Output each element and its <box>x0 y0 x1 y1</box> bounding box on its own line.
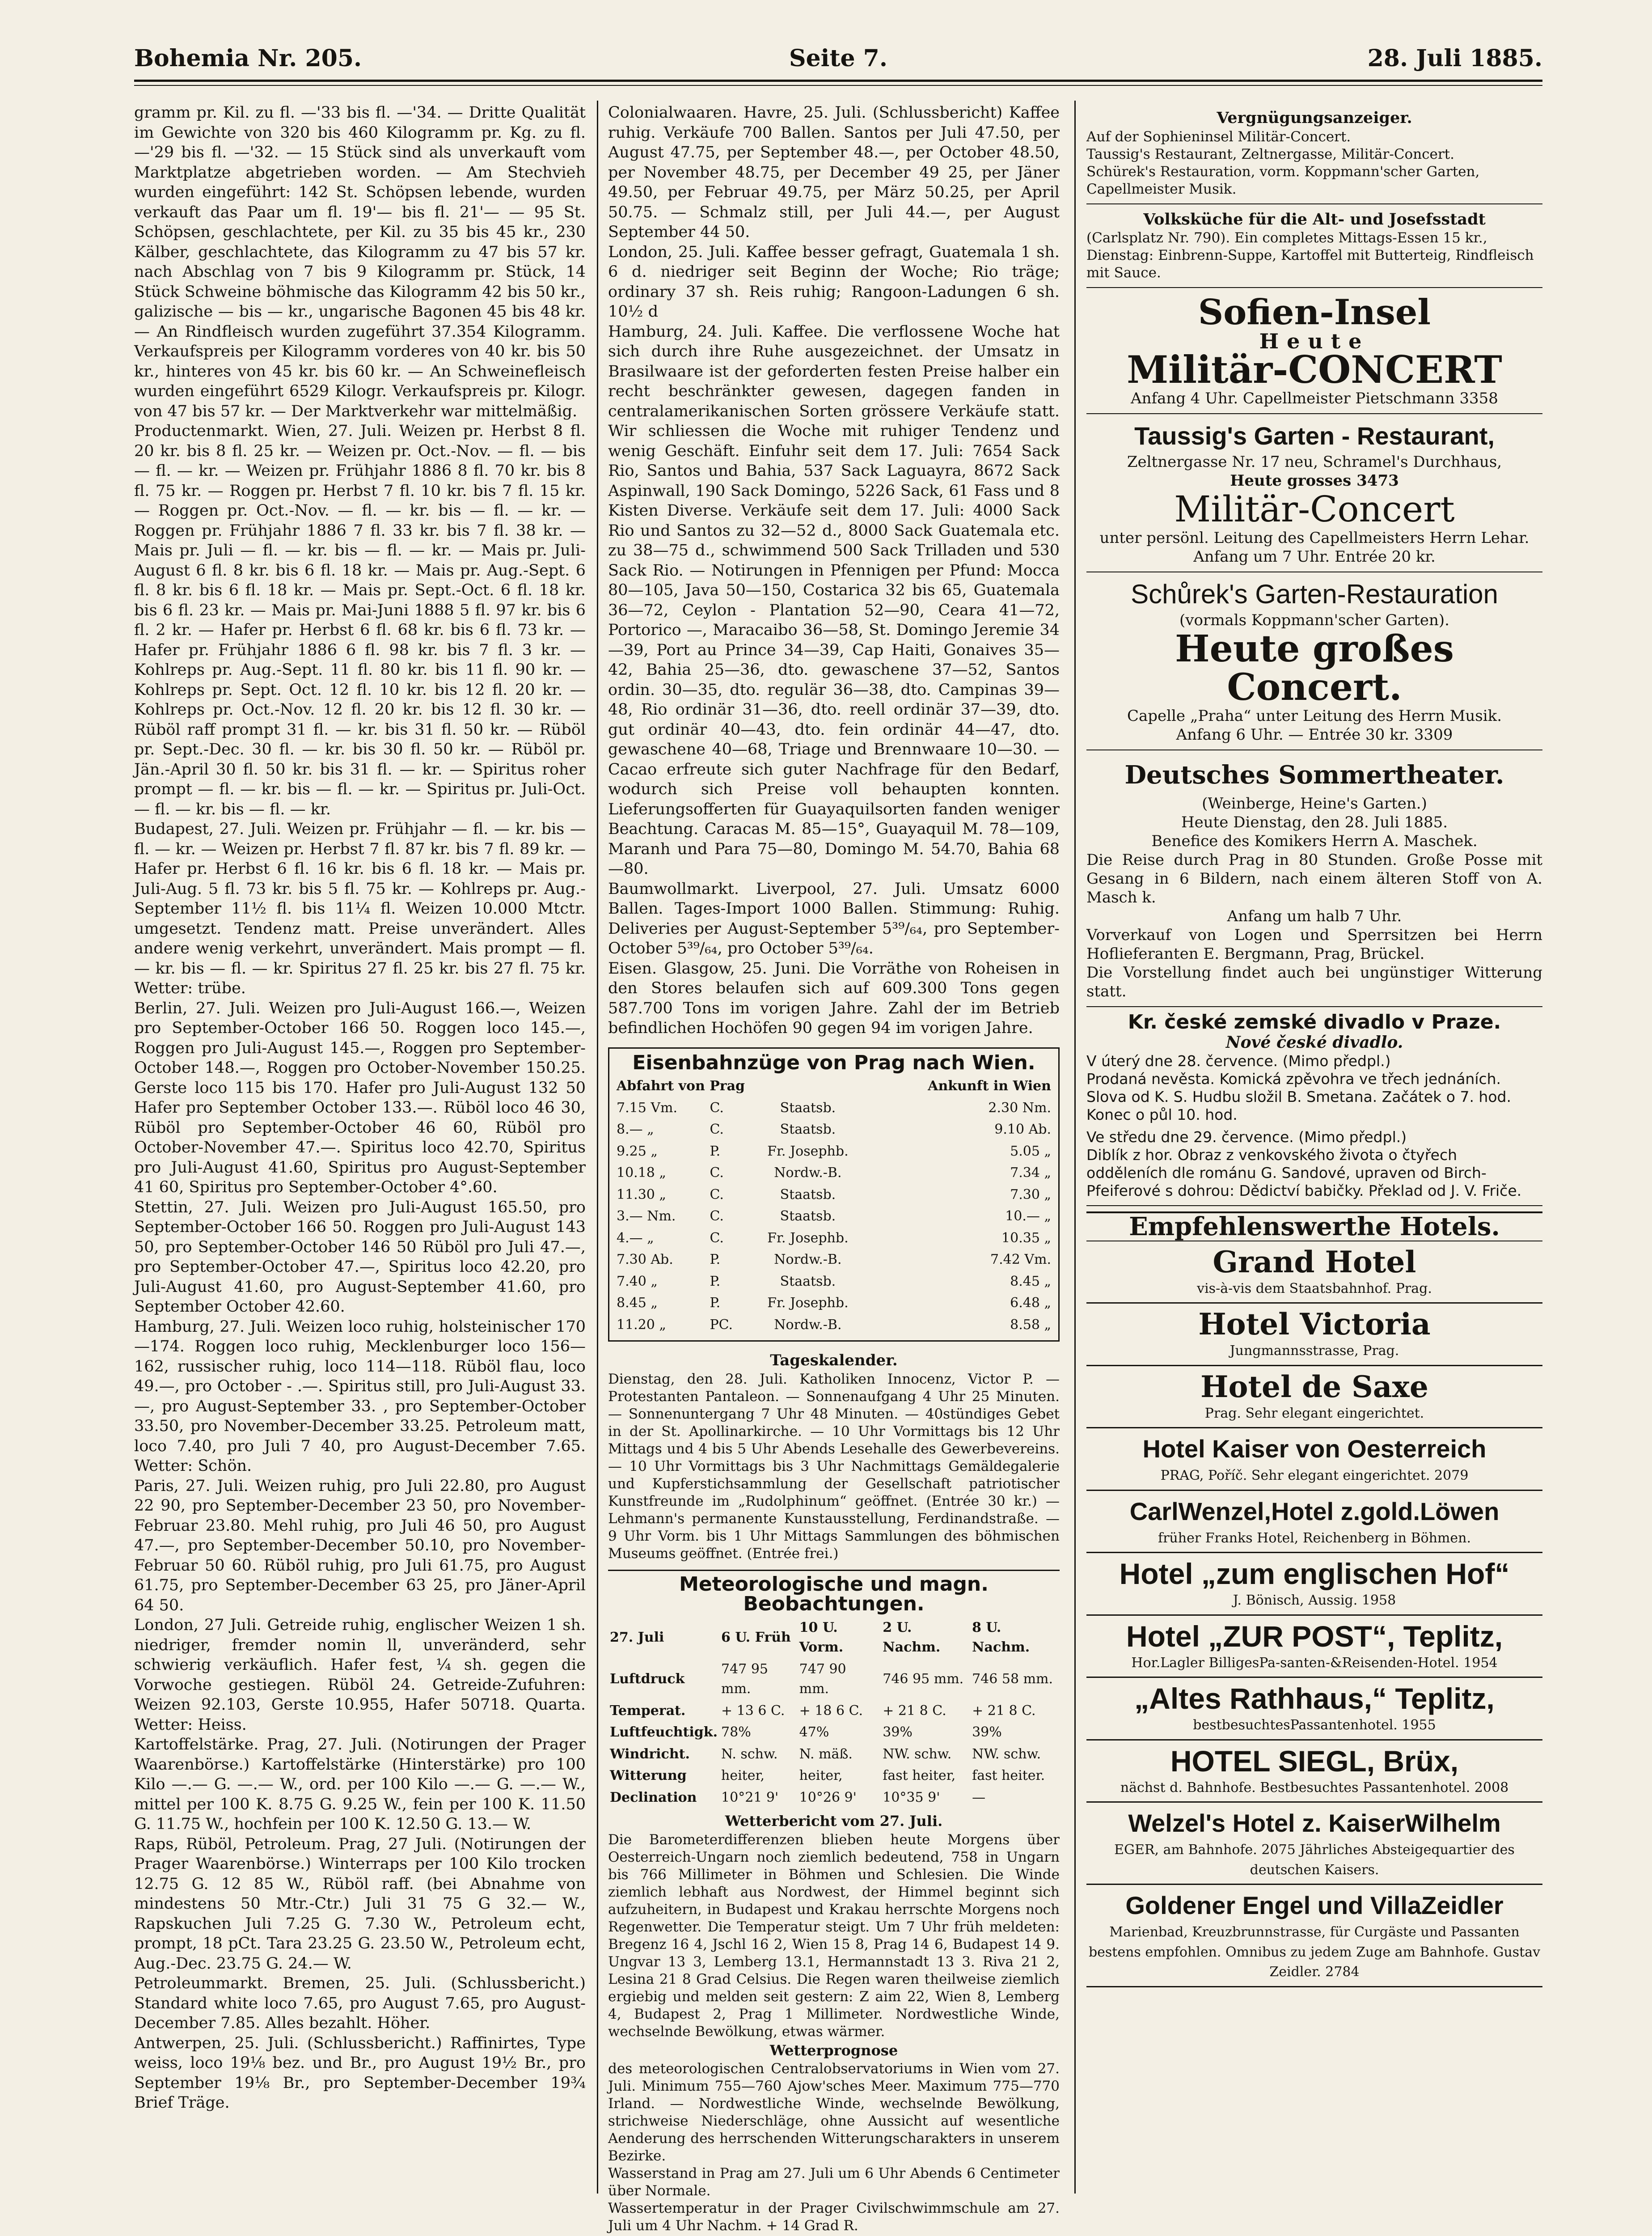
article-starch: Kartoffelstärke. Prag, 27. Juli. (Notirungen der Prager Waarenbörse.) Kartoffelstärke (Hinterstärke) pro 100 Kilo —.— G. —.— W., ord. per 100 Kilo —.— G. —.— W., mittel per 100 K. 8.75 G. 9.25 W., fein per 100 K. 11.50 G. 11.75 W., hochfein per 100 K. 12.50 G. 13.— W. <box>134 1736 586 1833</box>
ad-theatre-start: Anfang um halb 7 Uhr. <box>1227 907 1402 925</box>
railway-cell-station: Fr. Josephb. <box>767 1295 849 1311</box>
railway-cell-station: Nordw.-B. <box>774 1252 842 1267</box>
column-divider-2 <box>1074 101 1076 2194</box>
article-petroleum-bremen: Petroleummarkt. Bremen, 25. Juli. (Schlussbericht.) Standard white loco 7.65, pro August 7.65, pro August-December 7.85. Alles bezahlt. Höher. <box>134 1974 586 2032</box>
ad-taussig-leader: unter persönl. Leitung des Capellmeisters Herrn Lehar. <box>1099 529 1529 547</box>
meteo-header-cell: 27. Juli <box>610 1629 664 1645</box>
article-havre: Colonialwaaren. Havre, 25. Juli. (Schlussbericht) Kaffee ruhig. Verkäufe 700 Ballen. Santos per Juli 47.50, per August 47.75, per September 48.—, per October 48.50, per November 48.75, per December 49 25, per Jäner 49.50, per Februar 49.75, per März 50.25, per April 50.75. — Schmalz still, per Juli 44.—, per August September 44 50. <box>608 104 1060 241</box>
railway-row <box>615 1228 1053 1249</box>
article-berlin: Berlin, 27. Juli. Weizen pro Juli-August 166.—, Weizen pro September-October 166 50. Roggen loco 145.—, Roggen pro Juli-August 145.—, Roggen pro September-October 148.—, Roggen pro October-November 150.25. Gerste loco 115 bis 170. Hafer pro Juli-August 132 50 Hafer pro September October 133.—. Rüböl loco 46 30, Rüböl pro September-October 46 60, Rüböl pro October-November 47.—. Spiritus loco 42.70, Spiritus pro Juli-August 41.60, Spiritus pro August-September 41 60, Spiritus pro September-October 4°.60. <box>134 999 586 1196</box>
railway-cell-arr: 8.58 „ <box>1010 1317 1051 1333</box>
meteo-cell: + 21 8 C. <box>883 1702 946 1719</box>
meteo-header-cell: 2 U. Nachm. <box>883 1619 941 1655</box>
meteo-cell: NW. schw. <box>972 1746 1041 1762</box>
ad-schurek-concert: Heute großes Concert. <box>1175 627 1454 709</box>
meteo-cell: heiter, <box>721 1768 765 1783</box>
meteo-row-label: Luftfeuchtigk. <box>610 1724 718 1740</box>
hotel-ad <box>1086 1241 1542 1304</box>
meteo-cell: + 18 6 C. <box>799 1702 863 1719</box>
hotels-list <box>1086 1241 1542 1987</box>
meteo-cell: 746 58 mm. <box>972 1671 1053 1687</box>
header-date: 28. Juli 1885. <box>1367 45 1542 72</box>
hotel-subtitle: bestbesuchtesPassantenhotel. 1955 <box>1193 1717 1436 1733</box>
weather-report-title: Wetterbericht vom 27. Juli. <box>725 1813 943 1829</box>
meteo-cell: 747 95 mm. <box>721 1661 768 1697</box>
ad-schurek-band: Capelle „Praha“ unter Leitung des Herrn Musik. <box>1127 707 1502 725</box>
ad-schurek-title: Schůrek's Garten-Restauration <box>1131 579 1498 609</box>
railway-cell-cls: P. <box>710 1273 721 1289</box>
meteo-row <box>608 1700 1060 1722</box>
ad-taussig-title: Taussig's Garten - Restaurant, <box>1134 422 1495 450</box>
water-temperature: Wassertemperatur in der Prager Civilschwimmschule am 27. Juli um 4 Uhr Nachm. + 14 Grad R. <box>608 2200 1060 2234</box>
railway-timetable <box>608 1047 1060 1342</box>
article-london-coffee: London, 25. Juli. Kaffee besser gefragt, Guatemala 1 sh. 6 d. niedriger seit Beginn der Woche; Rio träge; ordinary 37 sh. Reis ruhig; Rangoon-Ladungen 6 sh. 10½ d <box>608 243 1060 321</box>
railway-cell-cls: C. <box>710 1208 724 1224</box>
railway-cell-arr: 9.10 Ab. <box>994 1122 1051 1137</box>
railway-cell-dep: 8.45 „ <box>617 1295 658 1311</box>
railway-cell-station: Nordw.-B. <box>774 1317 842 1333</box>
railway-cell-arr: 7.42 Vm. <box>990 1252 1051 1267</box>
ad-theatre-weather: Die Vorstellung findet auch bei ungünstiger Witterung statt. <box>1086 964 1542 1000</box>
header-rule <box>134 80 1542 82</box>
hotel-ad <box>1086 1616 1542 1678</box>
meteo-table <box>608 1617 1060 1809</box>
ad-summer-theatre <box>1086 750 1542 1007</box>
railway-row <box>615 1141 1053 1163</box>
railway-row <box>615 1119 1053 1141</box>
article-london: London, 27 Juli. Getreide ruhig, englischer Weizen 1 sh. niedriger, fremder nomin ll, unveränderd, sehr schwierig verkäuflich. Hafer fest, ¼ sh. gegen die Vorwoche gestiegen. Rüböl 24. Getreide-Zufuhren: Weizen 92.103, Gerste 10.955, Hafer 50718. Quarta. Wetter: Heiss. <box>134 1616 586 1734</box>
railway-row <box>615 1314 1053 1336</box>
ad-sofien-details: Anfang 4 Uhr. Capellmeister Pietschmann 3358 <box>1131 390 1498 407</box>
railway-cell-arr: 5.05 „ <box>1010 1143 1051 1159</box>
hotel-ad <box>1086 1741 1542 1803</box>
railway-title: Eisenbahnzüge von Prag nach Wien. <box>632 1051 1035 1074</box>
railway-cell-cls: P. <box>710 1143 721 1159</box>
ad-czech-title: Kr. české zemské divadlo v Praze. <box>1128 1011 1501 1033</box>
ad-czech-line-4: Diblík z hor. Obraz z venkovského života o čtyřech odděleních dle románu G. Sandové, upraven od Birch-Pfeiferové s dohrou: Dědictví babičky. Překlad od J. V. Friče. <box>1086 1146 1522 1199</box>
railway-col-arrive: Ankunft in Wien <box>928 1078 1051 1094</box>
ad-theatre-presale: Vorverkauf von Logen und Sperrsitzen bei Herrn Hoflieferanten E. Bergmann, Prag, Brückel. <box>1086 926 1542 963</box>
meteo-cell: 10°26 9' <box>799 1789 857 1805</box>
railway-cell-dep: 7.30 Ab. <box>617 1252 673 1267</box>
hotel-ad <box>1086 1678 1542 1741</box>
ad-schurek <box>1086 572 1542 750</box>
meteo-row <box>608 1787 1060 1809</box>
meteo-section <box>608 1570 1060 2235</box>
railway-cell-arr: 10.35 „ <box>1001 1230 1051 1246</box>
hotel-name: Welzel's Hotel z. KaiserWilhelm <box>1128 1809 1501 1837</box>
railway-row <box>615 1162 1053 1184</box>
calendar-text: Dienstag, den 28. Juli. Katholiken Innocenz, Victor P. — Protestanten Pantaleon. — Sonnenaufgang 4 Uhr 25 Minuten. — Sonnenuntergang 7 Uhr 48 Minuten. — 40stündiges Gebet in der St. Apollinarkirche. — 10 Uhr Vormittags bis 12 Uhr Mittags und 4 bis 5 Uhr Abends Lesehalle des Gewerbevereins. — 10 Uhr Vormittags bis 3 Uhr Nachmittags Gemäldegalerie und Kupferstichsammlung der Gesellschaft patriotischer Kunstfreunde im „Rudolphinum“ geöffnet. (Entrée 30 kr.) — Lehmann's permanente Kunstausstellung, Ferdinandstraße. — 9 Uhr Vorm. bis 1 Uhr Mittags Sammlungen des böhmischen Museums geöffnet. (Entrée frei.) <box>608 1371 1060 1562</box>
hotel-subtitle: PRAG, Poříč. Sehr elegant eingerichtet. 2079 <box>1160 1468 1469 1483</box>
hotel-name: Grand Hotel <box>1213 1244 1416 1279</box>
railway-cell-station: Fr. Josephb. <box>767 1230 849 1246</box>
soup-kitchen-title: Volksküche für die Alt- und Josefsstadt <box>1143 210 1486 229</box>
meteo-row-label: Witterung <box>610 1768 687 1783</box>
hotel-name: CarlWenzel,Hotel z.gold.Löwen <box>1129 1497 1500 1525</box>
meteo-cell: fast heiter. <box>972 1768 1045 1783</box>
soup-kitchen-notice <box>1086 204 1542 288</box>
ad-czech-line-2: Prodaná nevěsta. Komická zpěvohra ve třech jednáních. Slova od K. S. Hudbu složil B. Smetana. Začátek o 7. hod. Konec o půl 10. hod. <box>1086 1070 1511 1123</box>
hotel-name: Goldener Engel und VillaZeidler <box>1125 1891 1504 1919</box>
railway-cell-station: Staatsb. <box>780 1122 836 1137</box>
railway-cell-station: Fr. Josephb. <box>767 1143 849 1159</box>
hotel-subtitle: früher Franks Hotel, Reichenberg in Böhmen. <box>1158 1530 1471 1546</box>
ad-theatre-date: Heute Dienstag, den 28. Juli 1885. <box>1181 813 1448 831</box>
meteo-header-cell: 10 U. Vorm. <box>799 1619 844 1655</box>
railway-cell-arr: 8.45 „ <box>1010 1273 1051 1289</box>
forecast-title: Wetterprognose <box>769 2041 898 2059</box>
entertainment-listing <box>1086 103 1542 204</box>
ad-taussig-start: Anfang um 7 Uhr. Entrée 20 kr. <box>1193 548 1436 566</box>
meteo-row <box>608 1744 1060 1766</box>
hotel-subtitle: J. Bönisch, Aussig. 1958 <box>1233 1592 1396 1608</box>
ad-theatre-benefit: Benefice des Komikers Herrn A. Maschek. <box>1151 832 1478 850</box>
article-rapeseed: Raps, Rüböl, Petroleum. Prag, 27 Juli. (Notirungen der Prager Waarenbörse.) Winterraps per 100 Kilo trocken 12.75 G. 12 85 W., Rüböl raff. (bei Abnahme von mindestens 50 Mtr.-Ctr.) Juli 31 75 G 32.— W., Rapskuchen Juli 7.25 G. 7.30 W., Petroleum echt, prompt, 18 pCt. Tara 23.25 G. 23.50 W., Petroleum echt, Aug.-Dec. 23.75 G. 24.— W. <box>134 1835 586 1973</box>
railway-cell-dep: 4.— „ <box>617 1230 654 1246</box>
article-budapest: Budapest, 27. Juli. Weizen pr. Frühjahr — fl. — kr. bis — fl. — kr. — Weizen pr. Herbst 7 fl. 87 kr. bis 7 fl. 89 kr. — Hafer pr. Herbst 6 fl. 16 kr. bis 6 fl. 18 kr. — Mais pr. Juli-Aug. 5 fl. 73 kr. bis 5 fl. 75 kr. — Kohlreps pr. Aug.-September 11½ fl. bis 11¼ fl. Weizen 10.000 Mtctr. umgesetzt. Tendenz matt. Preise unverändert. Alles andere wenig verkehrt, unverändert. Mais prompt — fl. — kr. bis — fl. — kr. Spiritus 27 fl. 25 kr. bis 27 fl. 75 kr. Wetter: trübe. <box>134 820 586 997</box>
ad-czech-sub: Nové české divadlo. <box>1225 1033 1403 1052</box>
hotel-subtitle: Jungmannsstrasse, Prag. <box>1229 1343 1399 1359</box>
entertainment-line-1: Auf der Sophieninsel Militär-Concert. <box>1086 128 1351 145</box>
meteo-cell: + 21 8 C. <box>972 1702 1036 1719</box>
railway-cell-dep: 3.— Nm. <box>617 1208 676 1224</box>
ad-sofien-insel <box>1086 288 1542 414</box>
hotel-ad <box>1086 1553 1542 1616</box>
meteo-row-label: Luftdruck <box>610 1671 685 1687</box>
ad-taussig <box>1086 414 1542 572</box>
railway-col-depart: Abfahrt von Prag <box>617 1078 745 1094</box>
meteo-row-label: Declination <box>610 1789 697 1805</box>
article-cotton: Baumwollmarkt. Liverpool, 27. Juli. Umsatz 6000 Ballen. Tages-Import 1000 Ballen. Stimmung: Ruhig. Deliveries per August-September 5³⁹/₆₄, pro September-October 5³⁹/₆₄, pro October 5³⁹/₆₄. <box>608 880 1060 957</box>
article-vienna-produce: Productenmarkt. Wien, 27. Juli. Weizen pr. Herbst 8 fl. 20 kr. bis 8 fl. 25 kr. — Weizen pr. Oct.-Nov. — fl. — bis — fl. — kr. — Weizen pr. Frühjahr 1886 8 fl. 70 kr. bis 8 fl. 75 kr. — Roggen pr. Herbst 7 fl. 10 kr. bis 7 fl. 15 kr. — Roggen pr. Oct.-Nov. — fl. — kr. bis — fl. — kr. — Roggen pr. Frühjahr 1886 7 fl. 33 kr. bis 7 fl. 38 kr. — Mais pr. Juli — fl. — kr. bis — fl. — kr. — Mais pr. Juli-August 6 fl. 8 kr. bis 6 fl. 18 kr. — Mais pr. Aug.-Sept. 6 fl. 8 kr. bis 6 fl. 18 kr. — Mais pr. Sept.-Oct. 6 fl. 18 kr. bis 6 fl. 23 kr. — Mais pr. Mai-Juni 1888 5 fl. 97 kr. bis 6 fl. 2 kr. — Hafer pr. Herbst 6 fl. 68 kr. bis 6 fl. 73 kr. — Hafer pr. Frühjahr 1886 6 fl. 98 kr. bis 7 fl. 3 kr. — Kohlreps pr. Aug.-Sept. 11 fl. 80 kr. bis 11 fl. 90 kr. — Kohlreps pr. Sept. Oct. 12 fl. 10 kr. bis 12 fl. 20 kr. — Kohlreps pr. Oct.-Nov. 12 fl. 20 kr. bis 12 fl. 30 kr. — Rüböl raff prompt 31 fl. — kr. bis 31 fl. 50 kr. — Rüböl pr. Sept.-Dec. 30 fl. — kr. bis 30 fl. 50 kr. — Rüböl pr. Jän.-April 30 fl. 50 kr. bis 31 fl. — kr. — Spiritus roher prompt — fl. — kr. bis — fl. — kr. — Spiritus pr. Juli-Oct. — fl. — kr. bis — fl. — kr. <box>134 422 586 818</box>
meteo-row <box>608 1765 1060 1787</box>
railway-cell-dep: 7.40 „ <box>617 1273 658 1289</box>
column-colonial-weather <box>608 103 1060 2234</box>
ad-czech-theatre <box>1086 1007 1542 1206</box>
calendar-title: Tageskalender. <box>770 1351 898 1369</box>
article-iron: Eisen. Glasgow, 25. Juni. Die Vorräthe von Roheisen in den Stores belaufen sich auf 609.300 Tons gegen 587.700 Tons im vorigen Jahre. Zahl der im Betrieb befindlichen Hochöfen 90 gegen 94 im vorigen Jahre. <box>608 959 1060 1037</box>
page-header <box>134 45 1542 80</box>
railway-cell-arr: 7.30 „ <box>1010 1186 1051 1203</box>
article-stettin: Stettin, 27. Juli. Weizen pro Juli-August 165.50, pro September-October 166 50. Roggen pro Juli-August 143 50, pro September-October 146 50 Rüböl pro Juli 47.—, pro September-October 47.—, Spiritus loco 42.20, pro Juli-August 41.60, pro August-September 41.60, pro September October 42.60. <box>134 1198 586 1316</box>
column-markets <box>134 103 586 2187</box>
hotel-subtitle: Hor.Lagler BilligesPa-santen-&Reisenden-Hotel. 1954 <box>1131 1655 1498 1671</box>
hotel-subtitle: Marienbad, Kreuzbrunnstrasse, für Curgäste und Passanten bestens empfohlen. Omnibus zu jedem Zuge am Bahnhofe. Gustav Zeidler. 2784 <box>1088 1924 1541 1980</box>
meteo-cell: heiter, <box>799 1768 843 1783</box>
railway-cell-cls: C. <box>710 1230 724 1246</box>
water-level: Wasserstand in Prag am 27. Juli um 6 Uhr Abends 6 Centimeter über Normale. <box>608 2165 1060 2199</box>
meteo-cell: — <box>972 1789 986 1805</box>
railway-cell-cls: C. <box>710 1186 724 1203</box>
column-ads <box>1086 103 1542 2187</box>
railway-cell-station: Staatsb. <box>780 1273 836 1289</box>
hotel-ad <box>1086 1803 1542 1885</box>
header-page-number: Seite 7. <box>789 45 887 72</box>
railway-cell-cls: P. <box>710 1295 721 1311</box>
weather-report: Die Barometerdifferenzen blieben heute Morgens über Oesterreich-Ungarn noch ziemlich bedeutend, 758 in Ungarn bis 766 Millimeter in Böhmen und Schlesien. Die Winde ziemlich lebhaft aus Nordwest, der Himmel beginnt sich aufzuheitern, in Budapest und Krakau herrschte Morgens noch Regenwetter. Die Temperatur steigt. Um 7 Uhr früh meldeten: Bregenz 16 4, Jschl 16 2, Wien 15 8, Prag 14 6, Budapest 14 9. Ungvar 13 3, Lemberg 13.1, Hermannstadt 13 3. Riva 21 2, Lesina 21 8 Grad Celsius. Die Regen waren theilweise ziemlich ergiebig und melden seit gestern: Z aim 22, Wien 8, Lemberg 4, Budapest 2, Prag 1 Millimeter. Nordwestliche Winde, wechselnde Bewölkung, etwas wärmer. <box>608 1831 1060 2040</box>
ad-taussig-today: Heute grosses 3473 <box>1230 472 1399 490</box>
hotel-ad <box>1086 1428 1542 1491</box>
hotel-name: Hotel „ZUR POST“, Teplitz, <box>1126 1619 1503 1653</box>
soup-kitchen-text: (Carlsplatz Nr. 790). Ein completes Mittags-Essen 15 kr., Dienstag: Einbrenn-Suppe, Kartoffel mit Butterteig, Rindfleisch mit Sauce. <box>1086 230 1534 281</box>
ad-czech-line-3: Ve středu dne 29. července. (Mimo předpl.) <box>1086 1128 1407 1146</box>
meteo-header-cell: 8 U. Nachm. <box>972 1619 1030 1655</box>
hotel-name: Hotel Victoria <box>1198 1307 1431 1342</box>
hotel-subtitle: nächst d. Bahnhofe. Bestbesuchtes Passantenhotel. 2008 <box>1120 1779 1509 1796</box>
railway-cell-station: Staatsb. <box>780 1100 836 1116</box>
meteo-cell: 78% <box>721 1724 751 1740</box>
meteo-cell: NW. schw. <box>883 1746 952 1762</box>
railway-cell-cls: P. <box>710 1252 721 1267</box>
forecast-text: des meteorologischen Centralobservatoriums in Wien vom 27. Juli. Minimum 755—760 Ajow'sches Meer. Maximum 775—770 Irland. — Nordwestliche Winde, wechselnde Bewölkung, strichweise Niederschläge, ohne Aussicht auf wesentliche Aenderung des herrschenden Witterungscharakters in unserem Bezirke. <box>608 2061 1060 2164</box>
ad-taussig-address: Zeltnergasse Nr. 17 neu, Schramel's Durchhaus, <box>1127 453 1502 471</box>
meteo-title: Meteorologische und magn. Beobachtungen. <box>679 1572 989 1615</box>
ad-czech-line-1: V úterý dne 28. července. (Mimo předpl.) <box>1086 1052 1391 1070</box>
ad-theatre-play: Die Reise durch Prag in 80 Stunden. Große Posse mit Gesang in 6 Bildern, nach einem älteren Stoff von A. Masch k. <box>1086 851 1542 906</box>
railway-cell-cls: C. <box>710 1100 724 1116</box>
column-divider-1 <box>597 101 598 2194</box>
entertainment-line-3: Schürek's Restauration, vorm. Koppmann'scher Garten, Capellmeister Musik. <box>1086 163 1480 197</box>
ad-theatre-venue: (Weinberge, Heine's Garten.) <box>1202 795 1427 813</box>
railway-cell-station: Staatsb. <box>780 1208 836 1224</box>
railway-table <box>615 1076 1053 1336</box>
ad-schurek-start: Anfang 6 Uhr. — Entrée 30 kr. 3309 <box>1176 726 1453 744</box>
hotels-title: Empfehlenswerthe Hotels. <box>1086 1211 1542 1241</box>
meteo-cell: 10°21 9' <box>721 1789 779 1805</box>
hotel-subtitle: vis-à-vis dem Staatsbahnhof. Prag. <box>1197 1280 1432 1296</box>
railway-row <box>615 1184 1053 1206</box>
railway-cell-arr: 10.— „ <box>1005 1208 1051 1224</box>
railway-cell-cls: C. <box>710 1122 724 1137</box>
railway-cell-arr: 6.48 „ <box>1010 1295 1051 1311</box>
hotel-name: Hotel „zum englischen Hof“ <box>1119 1557 1510 1590</box>
railway-row <box>615 1249 1053 1271</box>
header-masthead: Bohemia Nr. 205. <box>134 45 362 72</box>
meteo-cell: 39% <box>883 1724 913 1740</box>
railway-cell-dep: 8.— „ <box>617 1122 654 1137</box>
railway-cell-dep: 9.25 „ <box>617 1143 658 1159</box>
railway-cell-station: Nordw.-B. <box>774 1165 842 1181</box>
meteo-cell: 10°35 9' <box>883 1789 940 1805</box>
railway-row <box>615 1097 1053 1119</box>
meteo-cell: fast heiter, <box>883 1768 956 1783</box>
railway-cell-dep: 11.30 „ <box>617 1186 666 1203</box>
hotel-ad <box>1086 1491 1542 1554</box>
meteo-cell: 746 95 mm. <box>883 1671 964 1687</box>
meteo-cell: + 13 6 C. <box>721 1702 785 1719</box>
hotel-subtitle: Prag. Sehr elegant eingerichtet. <box>1204 1405 1424 1421</box>
railway-cell-dep: 10.18 „ <box>617 1165 666 1181</box>
meteo-cell: 39% <box>972 1724 1002 1740</box>
railway-row <box>615 1206 1053 1228</box>
ad-sofien-today: Heute <box>1259 329 1370 353</box>
article-hamburg: Hamburg, 27. Juli. Weizen loco ruhig, holsteinischer 170—174. Roggen loco ruhig, Mecklenburger loco 156—162, russischer ruhig, loco 114—118. Rüböl flau, loco 49.—, pro October - .—. Spiritus still, pro Juli-August 33.—, pro August-September 33. , pro September-October 33.50, pro November-December 33.25. Petroleum matt, loco 7.40, pro Juli 7 40, pro August-December 7.65. Wetter: Schön. <box>134 1317 586 1475</box>
meteo-row <box>608 1722 1060 1744</box>
railway-cell-arr: 2.30 Nm. <box>988 1100 1051 1116</box>
ad-schurek-former: (vormals Koppmann'scher Garten). <box>1179 611 1449 629</box>
meteo-header-row <box>608 1617 1060 1659</box>
railway-cell-dep: 11.20 „ <box>617 1317 666 1333</box>
article-paris: Paris, 27. Juli. Weizen ruhig, pro Juli 22.80, pro August 22 90, pro September-December 23 50, pro November-Februar 23.80. Mehl ruhig, pro Juli 46 50, pro August 47.—, pro September-December 50.10, pro November-Februar 50 60. Rüböl ruhig, pro Juli 61.75, pro August 61.75, pro September-December 63 25, pro Jäner-April 64 50. <box>134 1477 586 1614</box>
railway-row <box>615 1271 1053 1293</box>
meteo-row-label: Windricht. <box>610 1746 690 1762</box>
railway-cell-arr: 7.34 „ <box>1010 1165 1051 1181</box>
hotel-name: HOTEL SIEGL, Brüx, <box>1170 1744 1459 1778</box>
railway-cell-cls: PC. <box>710 1317 733 1333</box>
hotel-subtitle: EGER, am Bahnhofe. 2075 Jährliches Absteigequartier des deutschen Kaisers. <box>1114 1842 1515 1878</box>
hotel-ad <box>1086 1885 1542 1987</box>
ad-sofien-title: Sofien-Insel <box>1198 292 1431 333</box>
ad-taussig-concert: Militär-Concert <box>1174 488 1455 530</box>
meteo-cell: 47% <box>799 1724 829 1740</box>
header-rule-thin <box>134 85 1542 86</box>
meteo-row <box>608 1659 1060 1700</box>
ad-sofien-concert: Militär-CONCERT <box>1127 347 1502 392</box>
railway-cell-station: Staatsb. <box>780 1186 836 1203</box>
hotel-ad <box>1086 1366 1542 1429</box>
entertainment-title: Vergnügungsanzeiger. <box>1217 109 1412 127</box>
hotel-ad <box>1086 1304 1542 1366</box>
hotel-name: „Altes Rathhaus,“ Teplitz, <box>1134 1682 1495 1715</box>
hotel-name: Hotel Kaiser von Oesterreich <box>1142 1435 1487 1463</box>
entertainment-line-2: Taussig's Restaurant, Zeltnergasse, Militär-Concert. <box>1086 146 1454 162</box>
railway-cell-dep: 7.15 Vm. <box>617 1100 677 1116</box>
railway-row <box>615 1292 1053 1314</box>
meteo-cell: N. schw. <box>721 1746 778 1762</box>
railway-cell-cls: C. <box>710 1165 724 1181</box>
meteo-header-cell: 6 U. Früh <box>721 1629 791 1645</box>
ad-theatre-title: Deutsches Sommertheater. <box>1124 760 1504 790</box>
meteo-cell: N. mäß. <box>799 1746 853 1762</box>
hotel-name: Hotel de Saxe <box>1200 1369 1428 1404</box>
meteo-cell: 747 90 mm. <box>799 1661 846 1697</box>
meteo-row-label: Temperat. <box>610 1702 686 1719</box>
article-cattle-market: gramm pr. Kil. zu fl. —'33 bis fl. —'34. — Dritte Qualität im Gewichte von 320 bis 460 Kilogramm pr. Kg. zu fl. —'29 bis fl. —'32. — 15 Stück sind als unverkauft vom Marktplatze abgetrieben worden. — Am Stechvieh wurden eingeführt: 142 St. Schöpsen lebende, wurden verkauft das Paar um fl. 19'— bis fl. 21'— — 95 St. Schöpsen, geschlachtete, per Kil. zu 35 bis 45 kr., 230 Kälber, geschlachtete, das Kilogramm zu 47 bis 57 kr. nach Abschlag von 7 bis 9 Kilogramm pr. Stück, 14 Stück Schweine böhmische das Kilogramm 42 bis 50 kr., galizische — bis — kr., ungarische Bagonen 45 bis 48 kr. — An Rindfleisch wurden zugeführt 37.354 Kilogramm. Verkaufspreis per Kilogramm vorderes von 40 kr. bis 50 kr., hinteres von 45 kr. bis 60 kr. — An Schweinefleisch wurden eingeführt 6529 Kilogr. Verkaufspreis pr. Kilogr. von 47 bis 57 kr. — Der Marktverkehr war mittelmäßig. <box>134 104 586 420</box>
article-hamburg-coffee: Hamburg, 24. Juli. Kaffee. Die verflossene Woche hat sich durch ihre Ruhe ausgezeichnet. der Umsatz in Brasilwaare ist der geforderten festen Preise halber ein recht beschränkter gewesen, dagegen fanden in centralamerikanischen Sorten grössere Verkäufe statt. Wir schliessen die Woche mit ruhiger Tendenz und wenig Geschäft. Einfuhr seit dem 17. Juli: 7654 Sack Rio, Santos und Bahia, 537 Sack Laguayra, 8672 Sack Aspinwall, 190 Sack Domingo, 5226 Sack, 61 Fass und 8 Kisten Diverse. Verkäufe seit dem 17. Juli: 4000 Sack Rio und Santos zu 32—52 d., 8000 Sack Guatemala etc. zu 38—75 d., schwimmend 500 Sack Trilladen und 530 Sack Rio. — Notirungen in Pfennigen per Pfund: Mocca 80—105, Java 50—150, Costarica 32 bis 65, Guatemala 36—72, Ceylon - Plantation 52—90, Ceara 41—72, Portorico —, Maracaibo 36—58, St. Domingo Jeremie 34—39, Port au Prince 34—39, Cap Haiti, Gonaives 35—42, Bahia 25—36, dto. gewaschene 37—52, Santos ordin. 30—35, dto. regulär 36—38, dto. Campinas 39—48, Rio ordinär 31—36, dto. reell ordinär 37—39, dto. gut ordinär 40—43, dto. fein ordinär 44—47, dto. gewaschene 40—68, Triage und Brennwaare 10—30. — Cacao erfreute sich guter Nachfrage für den Bedarf, wodurch sich Preise voll behaupten konnten. Lieferungsofferten für Guayaquilsorten fanden weniger Beachtung. Caracas M. 85—15°, Guayaquil M. 78—109, Maranh und Para 75—80, Domingo M. 54.70, Bahia 68—80. <box>608 322 1060 878</box>
article-antwerp: Antwerpen, 25. Juli. (Schlussbericht.) Raffinirtes, Type weiss, loco 19⅛ bez. und Br., pro August 19½ Br., pro September 19⅛ Br., pro September-December 19¾ Brief Träge. <box>134 2034 586 2112</box>
